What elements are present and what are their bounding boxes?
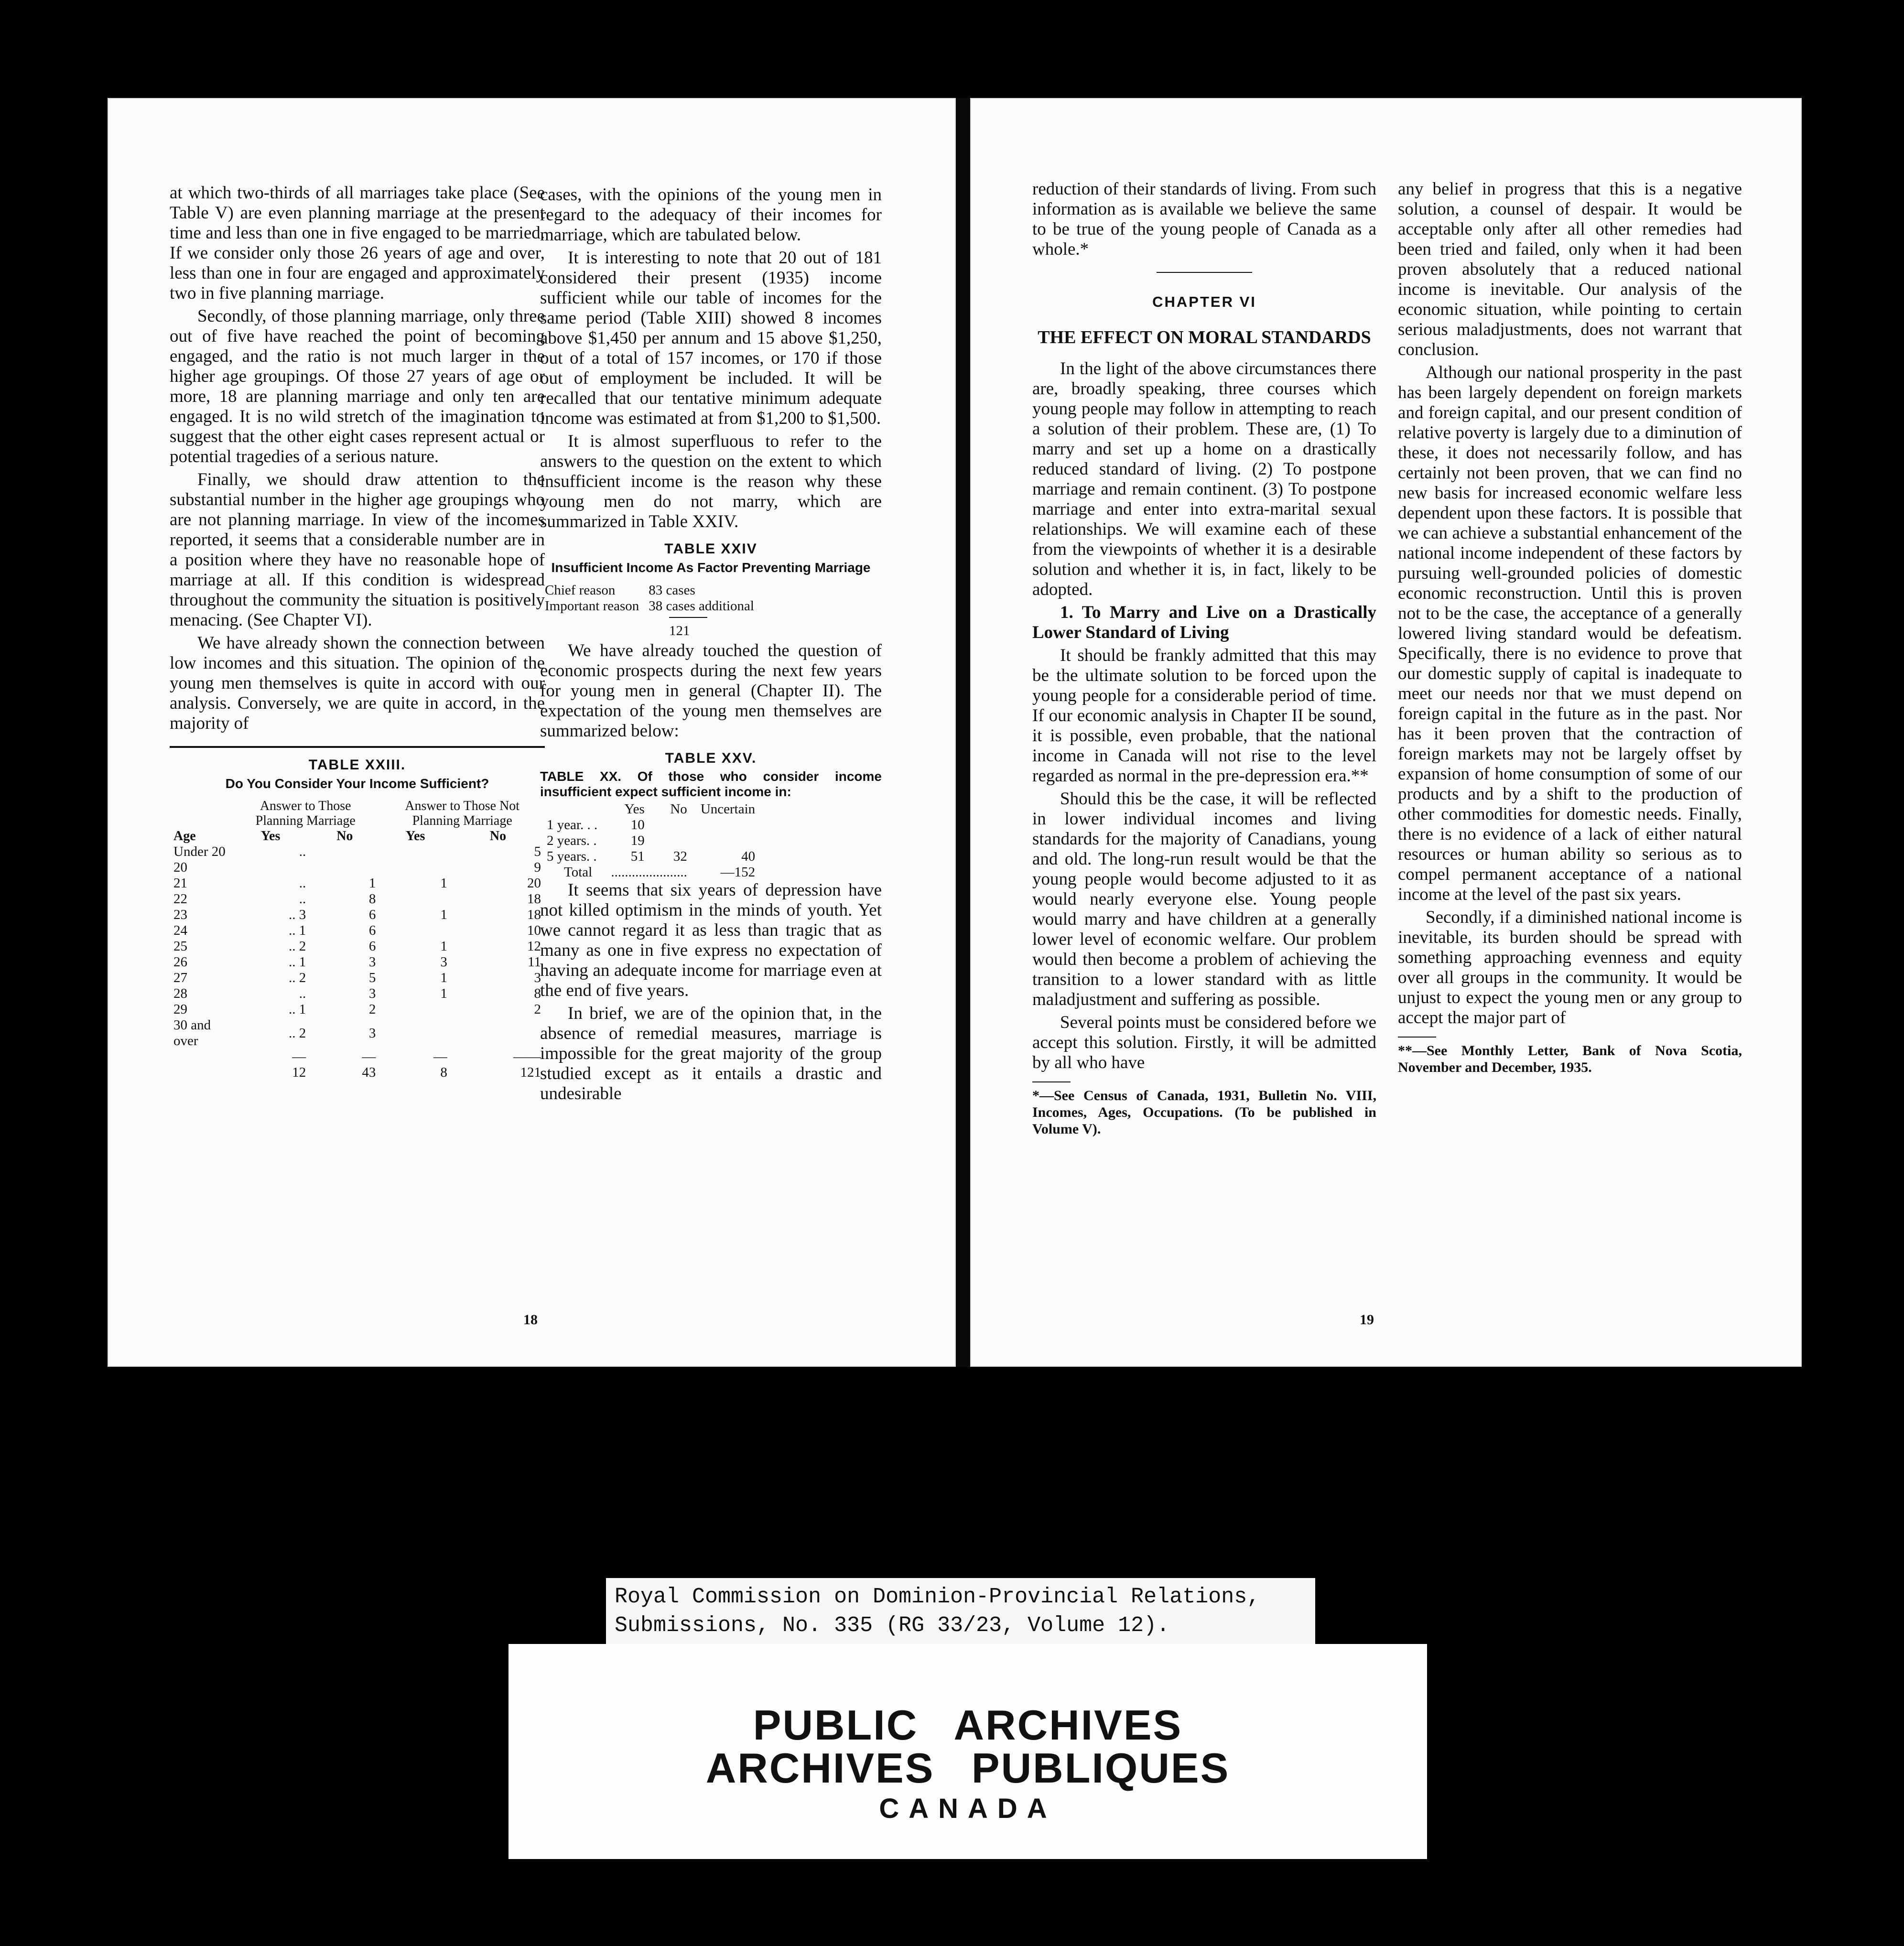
paragraph: at which two-thirds of all marriages take place (See Table V) are even planning marriage at the present time and less than one in five engaged to be married. If we consider only those 26 years of age and over, less than one in four are engaged and approximately two in five planning marriage. bbox=[170, 183, 545, 303]
table-cell: 23 bbox=[173, 907, 187, 922]
table-25-title: TABLE XXV. bbox=[665, 750, 757, 766]
table-cell bbox=[231, 860, 310, 876]
table-cell bbox=[694, 817, 762, 833]
table-cell bbox=[379, 891, 451, 907]
table-cell: 29 bbox=[173, 1002, 187, 1017]
table-cell: .. 3 bbox=[289, 907, 306, 922]
paragraph: In the light of the above circumstances there are, broadly speaking, three courses which young people may follow in attempting to reach a solution of their problem. These are, (1) To marry and set up a home on a drastically reduced standard of living. (2) To postpone marriage and remain continent. (3) To postpone marriage and enter into extra-marital sexual relationships. We will examine each of these from the viewpoints of whether it is a desirable solution and whether it is, in fact, likely to be adopted. bbox=[1032, 359, 1376, 599]
table-24-value: 38 cases additional bbox=[649, 598, 754, 614]
table-cell: .. 1 bbox=[289, 923, 306, 938]
table-row bbox=[170, 1017, 545, 1049]
table-cell: 32 bbox=[673, 849, 687, 864]
table-cell: 20 bbox=[527, 876, 541, 891]
table-25-subtitle bbox=[540, 769, 882, 800]
table-23-title: TABLE XXIII. bbox=[308, 757, 406, 773]
table-cell: 19 bbox=[630, 833, 645, 848]
table-cell bbox=[379, 860, 451, 876]
table-cell: 6 bbox=[368, 939, 376, 954]
table-cell bbox=[379, 1002, 451, 1017]
table-23-col-no: No bbox=[489, 829, 507, 843]
table-23-dash: — bbox=[433, 1049, 447, 1064]
left-page bbox=[108, 98, 956, 1367]
table-cell: 6 bbox=[368, 923, 376, 938]
table-cell: 6 bbox=[368, 907, 376, 922]
paragraph: We have already shown the connection between low incomes and this situation. The opinion of the young men themselves is quite in accord with our analysis. Conversely, we are quite in accord, in the majority of bbox=[170, 633, 545, 733]
table-cell: 2 bbox=[534, 1002, 541, 1017]
table-cell: .. bbox=[299, 844, 306, 859]
table-row bbox=[170, 907, 545, 923]
paragraph: It is almost superfluous to refer to the answers to the question on the extent to which insufficient income is the reason why these young men do not marry, which are summarized in Table XXIV. bbox=[540, 432, 882, 531]
table-23 bbox=[170, 799, 545, 1081]
paragraph: cases, with the opinions of the young men in regard to the adequacy of their incomes for marriage, which are tabulated below. bbox=[540, 185, 882, 245]
divider bbox=[170, 746, 545, 748]
table-cell: 22 bbox=[173, 891, 187, 907]
table-cell: .. 2 bbox=[289, 1025, 306, 1041]
table-23-dash: —— bbox=[513, 1049, 541, 1064]
table-cell: 2 bbox=[368, 1002, 376, 1017]
table-23-group-planning: Answer to Those Planning Marriage bbox=[255, 799, 356, 828]
table-row bbox=[170, 860, 545, 876]
table-cell: .. bbox=[299, 876, 306, 891]
table-cell: .. bbox=[299, 891, 306, 907]
right-column-1 bbox=[1032, 179, 1376, 1137]
paragraph: Finally, we should draw attention to the substantial number in the higher age groupings who are not planning marriage. In view of the incomes reported, it seems that a considerable number are in a position where they have no reasonable hope of marriage at all. If this condition is widespread throughout the community the situation is positively menacing. (See Chapter VI). bbox=[170, 470, 545, 630]
table-row bbox=[170, 844, 545, 860]
table-cell: 27 bbox=[173, 970, 187, 985]
table-row bbox=[170, 970, 545, 986]
table-cell: 5 bbox=[534, 844, 541, 859]
table-cell: 51 bbox=[630, 849, 645, 864]
paragraph: reduction of their standards of living. From such information as is available we believe the same to be true of the young people of Canada as a whole.* bbox=[1032, 179, 1376, 259]
table-23-col-yes: Yes bbox=[260, 829, 281, 843]
table-cell: 26 bbox=[173, 954, 187, 970]
divider bbox=[1157, 272, 1252, 273]
book-gutter bbox=[956, 98, 970, 1367]
table-cell bbox=[694, 833, 762, 849]
table-cell: .. 1 bbox=[289, 954, 306, 970]
table-25-total-value: —152 bbox=[720, 865, 756, 880]
table-cell: 18 bbox=[527, 907, 541, 922]
table-24-label: Chief reason bbox=[545, 583, 616, 598]
table-cell: .. 1 bbox=[289, 1002, 306, 1017]
table-cell: 21 bbox=[173, 876, 187, 891]
table-row bbox=[540, 817, 762, 833]
table-25-col-yes: Yes bbox=[624, 801, 645, 817]
paragraph: Should this be the case, it will be reflected in lower individual incomes and living standards for the majority of Canadians, young and old. The long-run result would be that the young people would become adjusted to it as would nearly everyone else. Young people would marry and have children at a generally lower level of economic welfare. Our problem would then become a problem of achieving the transition to a lower standard with as little maladjustment and suffering as possible. bbox=[1032, 789, 1376, 1009]
table-row bbox=[540, 833, 762, 849]
table-25 bbox=[540, 801, 762, 880]
paragraph: Several points must be considered before we accept this solution. Firstly, it will be admitted by all who have bbox=[1032, 1013, 1376, 1072]
page-number: 19 bbox=[1360, 1312, 1374, 1328]
paragraph: It should be frankly admitted that this may be the ultimate solution to be forced upon the young people for a considerable period of time. If our economic analysis in Chapter II be sound, it is possible, even probable, that the national income in Canada will not rise to the level regarded as normal in the pre-depression era.** bbox=[1032, 646, 1376, 786]
table-cell bbox=[379, 844, 451, 860]
table-cell: 11 bbox=[528, 954, 541, 970]
table-cell: Under 20 bbox=[173, 844, 226, 859]
paragraph: It seems that six years of depression have not killed optimism in the minds of youth. Yet we cannot regard it as less than tragic that as many as one in five express no expectation of having an adequate income for marriage even at the end of five years. bbox=[540, 880, 882, 1000]
table-cell bbox=[379, 923, 451, 939]
table-cell: 28 bbox=[173, 986, 187, 1001]
table-23-body bbox=[170, 844, 545, 1049]
archive-reference-line: Royal Commission on Dominion-Provincial Relations, bbox=[615, 1585, 1260, 1609]
table-cell: .. 2 bbox=[289, 970, 306, 985]
archives-title-english: PUBLIC ARCHIVES bbox=[753, 1701, 1183, 1749]
table-cell: 1 bbox=[440, 986, 447, 1001]
table-row bbox=[170, 891, 545, 907]
left-column-1 bbox=[170, 183, 545, 1081]
paragraph: Secondly, of those planning marriage, only three out of five have reached the point of becoming engaged, and the ratio is not much larger in the higher age groupings. Of those 27 years of age or more, 18 are planning marriage and only ten are engaged. It is no wild stretch of the imagination to suggest that the other eight cases represent actual or potential tragedies of a serious nature. bbox=[170, 306, 545, 466]
table-row bbox=[170, 939, 545, 954]
table-cell: 10 bbox=[527, 923, 541, 938]
table-cell: 1 year. . . bbox=[547, 817, 598, 832]
table-row bbox=[540, 849, 762, 865]
chapter-heading: CHAPTER VI bbox=[1152, 293, 1256, 310]
table-23-col-no: No bbox=[336, 829, 353, 843]
table-25-subtitle-text: Of those who consider income insufficient expect sufficient income in: bbox=[540, 769, 882, 799]
left-column-2 bbox=[540, 185, 882, 1107]
table-cell: 18 bbox=[527, 891, 541, 907]
table-cell: 1 bbox=[440, 939, 447, 954]
table-cell: 8 bbox=[534, 986, 541, 1001]
table-25-col-uncertain: Uncertain bbox=[700, 801, 756, 817]
table-23-subtitle: Do You Consider Your Income Sufficient? bbox=[225, 776, 489, 791]
table-23-col-yes: Yes bbox=[405, 829, 425, 843]
table-23-total: 8 bbox=[440, 1065, 447, 1080]
table-23-total: 121 bbox=[520, 1065, 541, 1080]
right-page bbox=[970, 98, 1802, 1367]
table-cell: 5 years. . bbox=[547, 849, 597, 864]
table-row bbox=[170, 923, 545, 939]
footnote: **—See Monthly Letter, Bank of Nova Scotia, November and December, 1935. bbox=[1398, 1043, 1742, 1075]
paragraph: Although our national prosperity in the past has been largely dependent on foreign markets and foreign capital, and our present condition of relative poverty is largely due to a diminution of these, it does not necessarily follow, and has certainly not been proven, that we can find no new basis for increased economic welfare less dependent upon these factors. It is possible that we can achieve a substantial enhancement of the national income independent of these factors by pursuing well-grounded policies of domestic economic reconstruction. Until this is proven not to be the case, the acceptance of a generally lowered living standard would be defeatism. Specifically, there is no evidence to prove that our domestic supply of capital is inadequate to meet our needs nor that we must depend on foreign capital in the future as in the past. Nor has it been proven that the contraction of foreign markets may not be largely offset by expansion of home consumption of some of our products and by a shift to the production of other commodities for domestic needs. Finally, there is no evidence of a lack of either natural resources or human ability so serious as to compel permanent acceptance of a national income at the level of the past six years. bbox=[1398, 363, 1742, 904]
table-23-dash: — bbox=[292, 1049, 306, 1064]
table-23-group-not-planning: Answer to Those Not Planning Marriage bbox=[405, 799, 520, 828]
table-24-total: 121 bbox=[669, 623, 690, 638]
table-cell bbox=[451, 1017, 545, 1049]
table-cell: 3 bbox=[368, 1025, 376, 1041]
table-row bbox=[170, 1002, 545, 1017]
table-23-dash: — bbox=[362, 1049, 376, 1064]
table-cell: 9 bbox=[534, 860, 541, 875]
table-cell: 3 bbox=[440, 954, 447, 970]
table-row bbox=[170, 986, 545, 1002]
table-24-value: 83 cases bbox=[649, 583, 695, 598]
table-cell: 2 years. . bbox=[547, 833, 597, 848]
table-25-subtitle-label: TABLE XX. bbox=[540, 769, 622, 784]
table-cell: 24 bbox=[173, 923, 187, 938]
table-row bbox=[170, 876, 545, 891]
right-column-2 bbox=[1398, 179, 1742, 1076]
footnote-divider bbox=[1032, 1081, 1071, 1082]
archive-reference-line: Submissions, No. 335 (RG 33/23, Volume 12). bbox=[615, 1613, 1170, 1638]
table-cell bbox=[651, 833, 694, 849]
table-24-label: Important reason bbox=[545, 598, 639, 614]
public-archives-card bbox=[508, 1644, 1427, 1859]
paragraph: Secondly, if a diminished national income is inevitable, its burden should be spread with something approaching evenness and equity over all groups in the community. It would be unjust to expect the young men or any group to accept the major part of bbox=[1398, 908, 1742, 1027]
table-cell: 1 bbox=[368, 876, 376, 891]
table-cell bbox=[651, 817, 694, 833]
table-row bbox=[170, 954, 545, 970]
table-cell: 8 bbox=[368, 891, 376, 907]
table-cell: 40 bbox=[741, 849, 756, 864]
archives-title-french: ARCHIVES PUBLIQUES bbox=[705, 1744, 1230, 1792]
paragraph: We have already touched the question of economic prospects during the next few years for young men in general (Chapter II). The expectation of the young men themselves are summarized below: bbox=[540, 641, 882, 741]
table-23-total: 12 bbox=[292, 1065, 306, 1080]
table-23-col-age: Age bbox=[173, 829, 196, 843]
table-cell: 3 bbox=[368, 954, 376, 970]
footnote: *—See Census of Canada, 1931, Bulletin No. VIII, Incomes, Ages, Occupations. (To be published in Volume V). bbox=[1032, 1088, 1376, 1137]
table-24 bbox=[540, 583, 759, 614]
table-cell: 25 bbox=[173, 939, 187, 954]
table-24-subtitle: Insufficient Income As Factor Preventing Marriage bbox=[551, 560, 871, 575]
table-24-title: TABLE XXIV bbox=[664, 541, 757, 557]
footnote-divider bbox=[1398, 1037, 1436, 1038]
page-number: 18 bbox=[523, 1312, 538, 1328]
table-cell: 1 bbox=[440, 907, 447, 922]
paragraph: It is interesting to note that 20 out of 181 considered their present (1935) income sufficient while our table of incomes for the same period (Table XIII) showed 8 incomes above $1,450 per annum and 15 above $1,250, out of a total of 157 incomes, or 170 if those out of employment be included. It will be recalled that our tentative minimum adequate income was estimated at from $1,200 to $1,500. bbox=[540, 248, 882, 428]
archive-reference-label bbox=[606, 1578, 1315, 1647]
section-heading: 1. To Marry and Live on a Drastically Lower Standard of Living bbox=[1032, 603, 1376, 642]
table-cell: 5 bbox=[368, 970, 376, 985]
table-cell: 3 bbox=[534, 970, 541, 985]
table-cell: 1 bbox=[440, 970, 447, 985]
table-25-total-label: Total bbox=[564, 865, 593, 880]
table-25-col-no: No bbox=[670, 801, 687, 817]
divider bbox=[669, 617, 707, 618]
table-cell bbox=[379, 1017, 451, 1049]
table-cell: 20 bbox=[173, 860, 187, 875]
table-23-total: 43 bbox=[362, 1065, 376, 1080]
table-cell: .. bbox=[299, 986, 306, 1001]
chapter-title: THE EFFECT ON MORAL STANDARDS bbox=[1038, 327, 1371, 347]
table-cell: 10 bbox=[630, 817, 645, 832]
archives-country: CANADA bbox=[879, 1793, 1057, 1824]
table-cell bbox=[310, 860, 379, 876]
table-25-body bbox=[540, 817, 762, 865]
paragraph: In brief, we are of the opinion that, in the absence of remedial measures, marriage is impossible for the great majority of the group studied except as it entails a drastic and undesirable bbox=[540, 1004, 882, 1103]
table-cell: 30 and over bbox=[173, 1017, 211, 1049]
table-cell: 3 bbox=[368, 986, 376, 1001]
table-cell bbox=[310, 844, 379, 860]
table-cell: 1 bbox=[440, 876, 447, 891]
table-25-total-dots: ...................... bbox=[611, 865, 687, 880]
table-cell: 12 bbox=[527, 939, 541, 954]
paragraph: any belief in progress that this is a negative solution, a counsel of despair. It would be acceptable only after all other remedies had been tried and failed, only when it had been proven absolutely that a reduced national income is inevitable. Our analysis of the economic situation, while pointing to certain serious maladjustments, does not warrant that conclusion. bbox=[1398, 179, 1742, 359]
table-cell: .. 2 bbox=[289, 939, 306, 954]
